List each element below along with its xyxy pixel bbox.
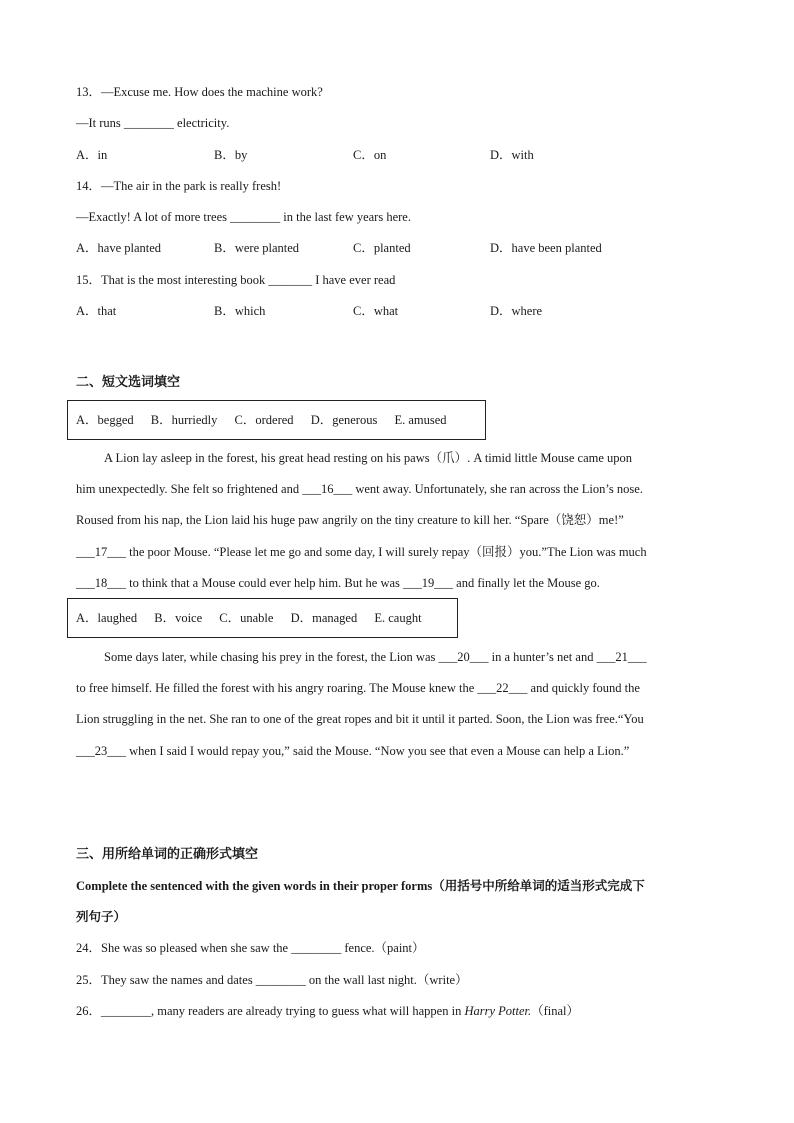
q15-option-a[interactable]: A．that: [76, 304, 117, 318]
passage1-line-5: ___18___ to think that a Mouse could ever help him. But he was ___19___ and finally let the Mouse go.: [76, 576, 600, 590]
q14-option-a[interactable]: A．have planted: [76, 241, 162, 255]
question-24: 24．She was so pleased when she saw the ________ fence.（paint）: [76, 941, 425, 955]
q13-option-a[interactable]: A．in: [76, 148, 108, 162]
box1-option-d: D．generous: [310, 413, 378, 427]
q14-option-c[interactable]: C．planted: [353, 241, 411, 255]
harry-potter-title: Harry Potter.: [464, 1004, 532, 1018]
passage2-line-2: to free himself. He filled the forest with his angry roaring. The Mouse knew the ___22___ and quickly found the: [76, 681, 640, 695]
box1-option-a: A．begged: [76, 413, 134, 427]
box2-option-d: D．managed: [290, 611, 358, 625]
question-26: [76, 1003, 579, 1019]
box2-option-e: E. caught: [374, 611, 422, 625]
box2-option-c: C．unable: [219, 611, 274, 625]
question-26-text: 26．________, many readers are already trying to guess what will happen in: [76, 1004, 465, 1018]
question-14-stem: 14．—The air in the park is really fresh!: [76, 179, 282, 193]
word-box-1: [67, 400, 486, 440]
question-15-stem: 15．That is the most interesting book _______ I have ever read: [76, 273, 396, 287]
question-26-hint: （final）: [531, 1004, 580, 1018]
q13-option-b[interactable]: B．by: [214, 148, 248, 162]
question-25: 25．They saw the names and dates ________ on the wall last night.（write）: [76, 973, 468, 987]
q15-option-c[interactable]: C．what: [353, 304, 399, 318]
box2-option-b: B．voice: [154, 611, 203, 625]
q13-option-c[interactable]: C．on: [353, 148, 387, 162]
passage1-line-1: A Lion lay asleep in the forest, his great head resting on his paws（爪）. A timid little Mouse came upon: [104, 451, 633, 465]
section-3-heading: 三、用所给单词的正确形式填空: [76, 847, 259, 862]
question-13-line2: —It runs ________ electricity.: [76, 116, 230, 130]
section-2-heading: 二、短文选词填空: [76, 375, 181, 390]
passage1-line-4: ___17___ the poor Mouse. “Please let me go and some day, I will surely repay（回报）you.”The Lion was much: [76, 545, 647, 559]
section-3-instruction: Complete the sentenced with the given words in their proper forms（用括号中所给单词的适当形式完成下: [76, 879, 645, 893]
section-3-instruction-cont: 列句子）: [76, 910, 127, 924]
passage1-line-3: Roused from his nap, the Lion laid his huge paw angrily on the tiny creature to kill her. “Spare（饶恕）me!”: [76, 513, 624, 527]
box1-option-b: B．hurriedly: [150, 413, 218, 427]
q14-option-d[interactable]: D．have been planted: [490, 241, 602, 255]
box2-option-a: A．laughed: [76, 611, 138, 625]
passage2-line-4: ___23___ when I said I would repay you,” said the Mouse. “Now you see that even a Mouse can help a Lion.”: [76, 744, 630, 758]
q15-option-b[interactable]: B．which: [214, 304, 266, 318]
passage1-line-2: him unexpectedly. She felt so frightened and ___16___ went away. Unfortunately, she ran across the Lion’s nose.: [76, 482, 643, 496]
q15-option-d[interactable]: D．where: [490, 304, 543, 318]
q14-option-b[interactable]: B．were planted: [214, 241, 300, 255]
box1-option-e: E. amused: [394, 413, 447, 427]
passage2-line-1: Some days later, while chasing his prey in the forest, the Lion was ___20___ in a hunter’s net and ___21___: [104, 650, 647, 664]
question-14-line2: —Exactly! A lot of more trees ________ in the last few years here.: [76, 210, 411, 224]
question-13-stem: 13．—Excuse me. How does the machine work?: [76, 85, 323, 99]
box1-option-c: C．ordered: [234, 413, 294, 427]
q13-option-d[interactable]: D．with: [490, 148, 534, 162]
passage2-line-3: Lion struggling in the net. She ran to one of the great ropes and bit it until it parted. Soon, the Lion was free.“You: [76, 712, 644, 726]
word-box-2: [67, 598, 458, 638]
